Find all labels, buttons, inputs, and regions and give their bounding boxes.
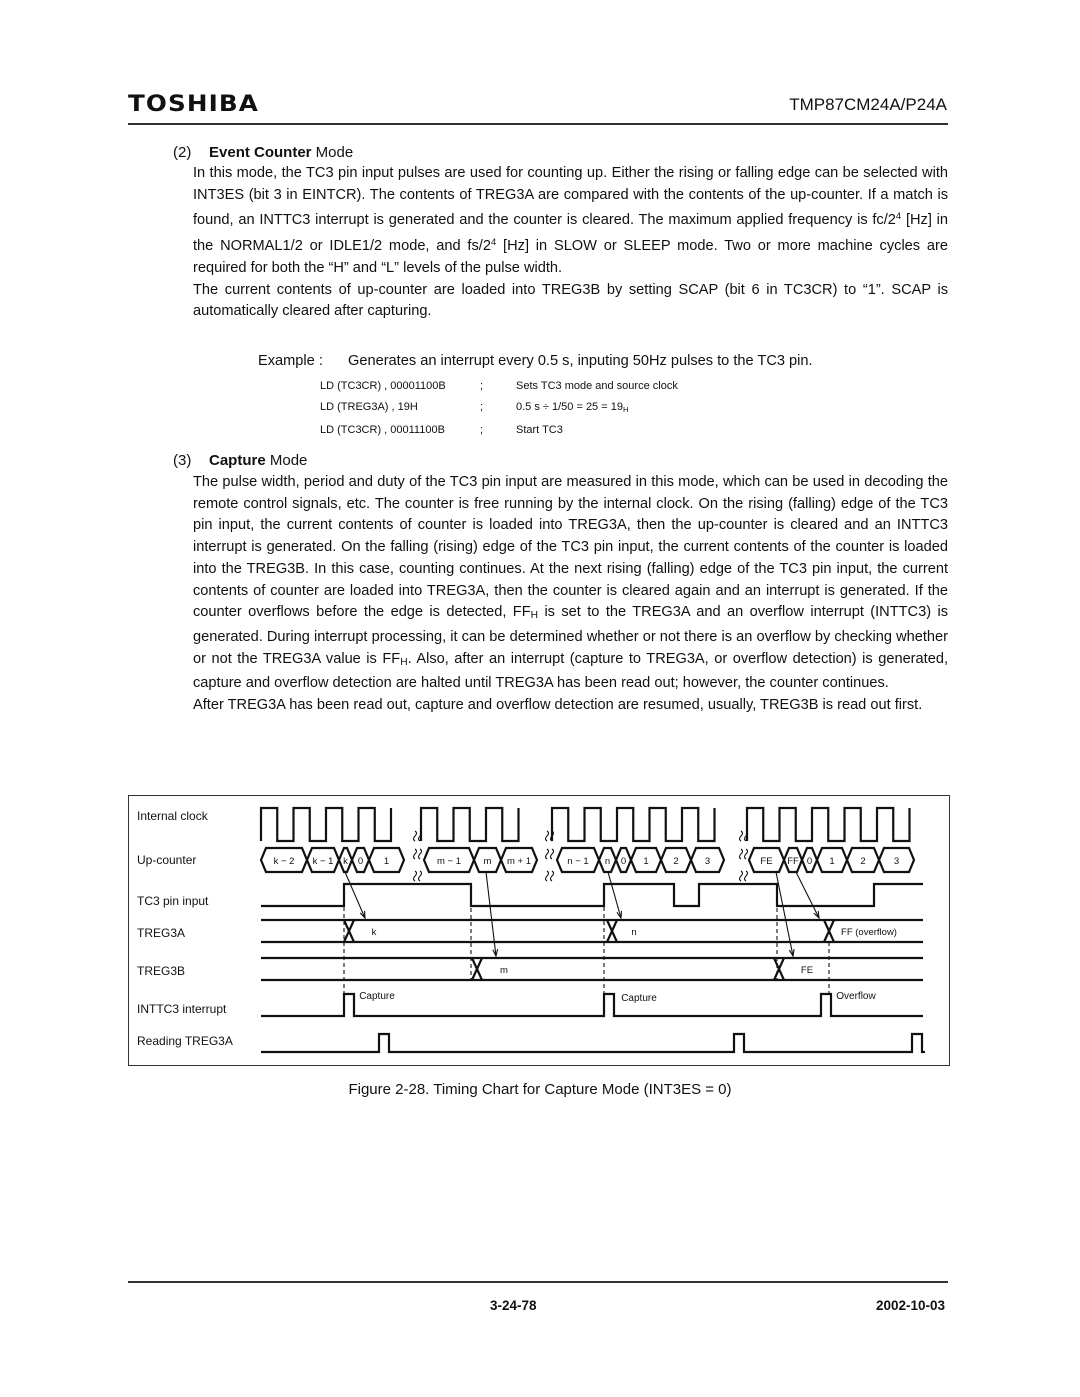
capture-description: [193, 472, 948, 717]
signal-label-treg3b: TREG3B: [137, 964, 186, 978]
capture-text-b: is set to the TREG3A and an overflow interrupt (INTTC3) is generated. During interrupt processing, it can be determined whether or not there is an overflow by checking whether or not the TREG3A value is FF: [193, 604, 949, 667]
capture-arrow-ff: [796, 872, 819, 918]
section-heading-capture: [173, 452, 307, 469]
capture-paragraph-2: After TREG3A has been read out, capture and overflow detection are resumed, usually, TREG3B is read out first.: [193, 697, 923, 714]
header-rule: [128, 123, 948, 125]
code-subscript: H: [622, 404, 629, 414]
section-title-rest: Mode: [311, 144, 354, 161]
section-title-rest: Mode: [265, 452, 308, 469]
treg3b-bus: [261, 958, 923, 980]
counter-value: 2: [860, 856, 866, 867]
counter-value: 0: [357, 856, 364, 867]
treg3b-transition: [774, 958, 784, 980]
interrupt-label-overflow: Overflow: [836, 991, 876, 1002]
counter-value: 3: [704, 856, 711, 867]
section-title-bold: Event Counter: [209, 144, 312, 161]
section-title-bold: Capture: [209, 452, 266, 469]
signal-label-up-counter: Up-counter: [137, 853, 197, 867]
counter-value: n: [604, 856, 611, 867]
signal-label-reading-treg3a: Reading TREG3A: [137, 1034, 233, 1048]
treg3a-transition: [344, 920, 354, 942]
signal-label-inttc3: INTTC3 interrupt: [137, 1002, 227, 1016]
signal-label-treg3a: TREG3A: [137, 926, 186, 940]
capture-arrow-fe: [776, 872, 793, 956]
capture-text-a: The pulse width, period and duty of the TC3 pin input are measured in this mode, which can be used in decoding the remote control signals, etc. The counter is free running by the internal clock. On the rising (falling) edge of the TC3 pin input, the current contents of counter is loaded into TREG3A, then the up-counter is cleared and an INTTC3 interrupt is generated. On the falling (rising) edge of the TC3 pin input, the current contents of the counter is loaded into the TREG3B. In this case, counting continues. At the next rising (falling) edge of the TC3 pin input, the current contents of counter are loaded into TREG3A, then the counter is cleared again and an interrupt is generated. If the counter overflows before the edge is detected, FF: [193, 474, 948, 621]
document-date: 2002-10-03: [875, 1298, 945, 1313]
code-line: [320, 397, 678, 421]
break-mark-icon: [740, 871, 748, 881]
clock-waveform-segment: [747, 808, 910, 841]
break-mark-icon: [546, 849, 554, 859]
treg3a-value: n: [631, 927, 637, 938]
signal-label-tc3-pin: TC3 pin input: [137, 894, 209, 908]
reading-treg3a-waveform: [261, 1034, 925, 1052]
page-number: 3-24-78: [490, 1298, 537, 1313]
counter-value: 0: [806, 856, 813, 867]
counter-value: k − 2: [273, 856, 295, 867]
clock-waveform-segment: [421, 808, 519, 841]
break-mark-icon: [414, 849, 422, 859]
timing-waveforms: [129, 796, 951, 1067]
section-heading-event-counter: [173, 144, 353, 161]
event-counter-paragraph: In this mode, the TC3 pin input pulses are used for counting up. Either the rising or falling edge can be selected with INT3ES (bit 3 in EINTCR). The contents of TREG3A are compared with the contents of the up-counter. If a match is found, an INTTC3 interrupt is generated and the counter is cleared.: [193, 165, 948, 229]
part-number: TMP87CM24A/P24A: [789, 95, 947, 114]
break-mark-icon: [546, 871, 554, 881]
treg3a-transition: [824, 920, 834, 942]
treg3a-transition: [607, 920, 617, 942]
counter-value: k − 1: [312, 856, 334, 867]
treg3b-transition: [472, 958, 482, 980]
code-line: [320, 420, 678, 441]
example-code: [320, 376, 678, 441]
capture-paragraph: [193, 472, 948, 695]
counter-value: 1: [643, 856, 649, 867]
treg3a-bus: [261, 920, 923, 942]
freq-text-a: The maximum applied frequency is fc/2: [638, 212, 896, 229]
treg3b-value: m: [500, 965, 508, 976]
counter-value: FF: [787, 856, 799, 867]
clock-waveform-segment: [261, 808, 391, 841]
scap-paragraph: The current contents of up-counter are loaded into TREG3B by setting SCAP (bit 6 in TC3CR) to “1”. SCAP is automatically cleared after capturing.: [193, 281, 948, 320]
example-line: [258, 353, 813, 369]
code-instruction: LD (TC3CR) , 00011100B: [320, 424, 445, 436]
break-mark-icon: [740, 849, 748, 859]
code-separator: ;: [480, 380, 484, 392]
treg3a-value: FF (overflow): [841, 927, 897, 938]
code-comment: Start TC3: [516, 424, 563, 436]
freq-text-b: [Hz] in the NORMAL1/2 or IDLE1/2 mode, and fs/2: [193, 212, 948, 255]
code-instruction: LD (TREG3A) , 19H: [320, 400, 418, 413]
signal-label-internal-clock: Internal clock: [137, 809, 208, 823]
counter-value: 2: [673, 856, 679, 867]
capture-text-c: . Also, after an interrupt (capture to TREG3A, or overflow detection) is generated, capture and overflow detection are halted until TREG3A has been read out; however, the counter continues.: [193, 650, 949, 692]
counter-value: m: [483, 856, 492, 867]
treg3b-value: FE: [800, 965, 814, 976]
subscript-h: H: [400, 656, 408, 668]
code-separator: ;: [480, 424, 484, 436]
brand-logo: TOSHIBA: [128, 92, 259, 117]
counter-value: m − 1: [436, 856, 462, 867]
clock-waveform-segment: [552, 808, 715, 841]
counter-value: 0: [620, 856, 627, 867]
code-comment: Sets TC3 mode and source clock: [516, 380, 678, 392]
freq-exponent: 4: [895, 211, 902, 223]
counter-value: 1: [829, 856, 835, 867]
capture-arrow-m: [486, 872, 496, 956]
counter-value: 3: [893, 856, 900, 867]
subscript-h: H: [530, 610, 539, 622]
counter-value: FE: [760, 856, 773, 867]
code-comment: 0.5 s ÷ 1/50 = 25 = 19: [516, 400, 623, 413]
capture-arrow-k: [345, 872, 365, 918]
counter-value: m + 1: [506, 856, 532, 867]
interrupt-label-capture: Capture: [621, 993, 657, 1004]
example-text: Generates an interrupt every 0.5 s, inputing 50Hz pulses to the TC3 pin.: [348, 353, 813, 369]
capture-arrow-n: [608, 872, 621, 918]
footer-rule: [128, 1281, 948, 1283]
example-label: Example :: [258, 353, 323, 369]
interrupt-label-capture: Capture: [359, 991, 395, 1002]
event-counter-description: [193, 163, 948, 323]
figure-caption: Figure 2-28. Timing Chart for Capture Mode (INT3ES = 0): [348, 1081, 732, 1098]
counter-value: k: [343, 856, 348, 867]
code-instruction: LD (TC3CR) , 00001100B: [320, 380, 446, 392]
tc3-pin-waveform: [261, 884, 923, 906]
freq-text-c: [Hz] in SLOW or SLEEP mode. Two or more machine cycles are required for both the “H” and “L” levels of the pulse width.: [193, 238, 948, 276]
code-separator: ;: [480, 400, 484, 413]
treg3a-value: k: [371, 927, 377, 938]
freq-exponent: 4: [490, 237, 497, 249]
section-number: (2): [173, 144, 192, 161]
section-number: (3): [173, 452, 192, 469]
counter-value: 1: [383, 856, 390, 867]
break-mark-icon: [414, 871, 422, 881]
code-line: [320, 376, 678, 397]
timing-chart: [128, 795, 950, 1066]
counter-value: n − 1: [567, 856, 589, 867]
